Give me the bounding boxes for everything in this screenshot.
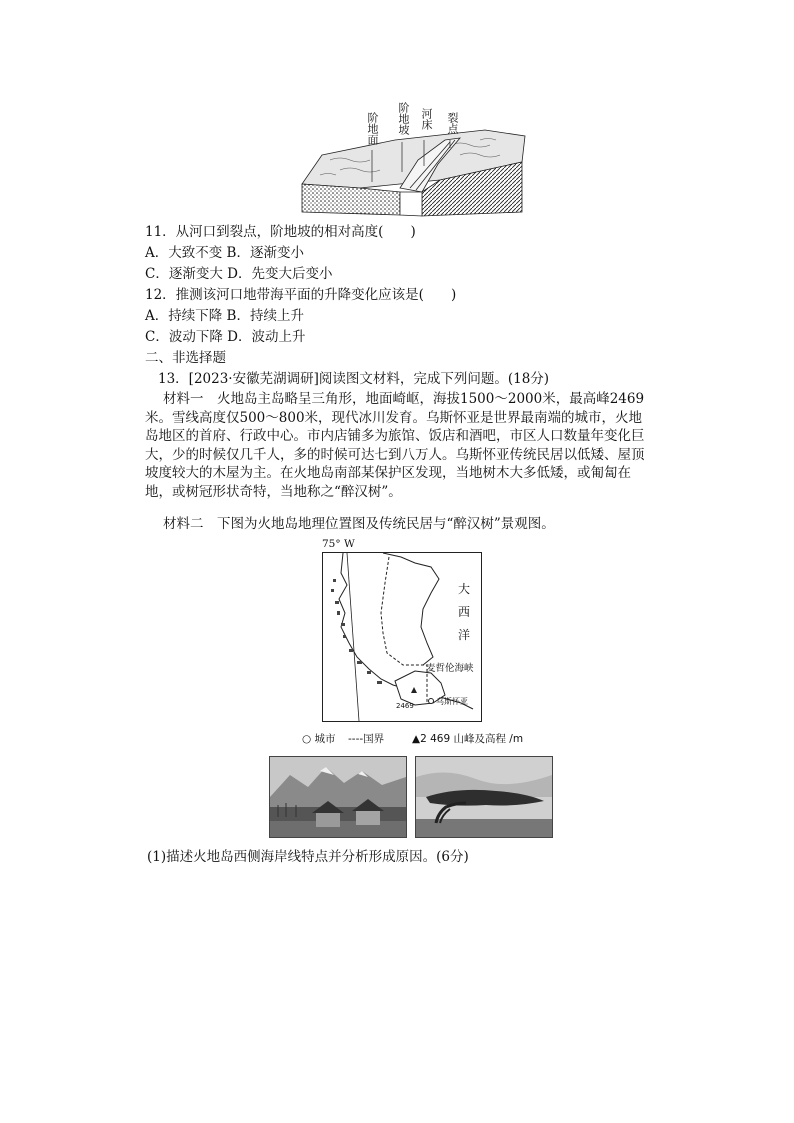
ocean-label-2: 西: [458, 605, 471, 619]
ocean-label-1: 大: [458, 582, 471, 596]
legend-city: ○ 城市: [302, 733, 336, 745]
drunken-tree-photo: [415, 756, 553, 838]
label-river-bed: 河床: [420, 108, 433, 130]
section-heading: 二、非选择题: [145, 350, 226, 366]
strait-label: 麦哲伦海峡: [426, 663, 474, 674]
q11-options-cd: C．逐渐变大 D．先变大后变小: [145, 266, 333, 282]
q12-options-ab: A．持续下降 B．持续上升: [145, 308, 304, 324]
material-two: 材料二 下图为火地岛地理位置图及传统民居与“醉汉树”景观图。: [163, 516, 555, 532]
q13-sub1: (1)描述火地岛西侧海岸线特点并分析形成原因。(6分): [147, 849, 469, 865]
city-label: 乌斯怀亚: [436, 697, 468, 706]
peak-elevation-label: 2469: [396, 702, 414, 710]
label-terrace-slope: 阶地坡: [397, 102, 410, 135]
q11-stem: 11．从河口到裂点，阶地坡的相对高度( ): [145, 224, 416, 240]
material-one: 材料一 火地岛主岛略呈三角形，地面崎岖，海拔1500～2000米，最高峰2469米。雪线高度仅500～800米，现代冰川发育。乌斯怀亚是世界最南端的城市，火地岛地区的首府、行政中心。市内店铺多为旅馆、饭店和酒吧，市区人口数量年变化巨大，少的时候仅几千人，多的时候可达七到八万人。乌斯怀亚传统民居以低矮、屋顶坡度较大的木屋为主。在火地岛南部某保护区发现，当地树木大多低矮，或匍匐在地，或树冠形状奇特，当地称之“醉汉树”。: [145, 391, 645, 500]
traditional-house-photo: [269, 756, 407, 838]
label-terrace-surface: 阶地面: [366, 112, 379, 145]
label-knickpoint: 裂点: [446, 112, 459, 134]
legend-peak: ▲2 469 山峰及高程 /m: [412, 733, 524, 745]
q12-stem: 12．推测该河口地带海平面的升降变化应该是( ): [145, 287, 457, 303]
city-marker: [429, 699, 434, 704]
ocean-label-3: 洋: [458, 628, 471, 642]
q12-options-cd: C．波动下降 D．波动上升: [145, 329, 306, 345]
q13-stem: 13．[2023·安徽芜湖调研]阅读图文材料，完成下列问题。(18分): [158, 371, 550, 387]
q11-options-ab: A．大致不变 B．逐渐变小: [145, 245, 304, 261]
map-longitude-label: 75° W: [322, 538, 355, 550]
terrace-diagram-svg: [300, 100, 530, 218]
legend-border: ----国界: [348, 733, 385, 745]
terrace-block-diagram: [300, 100, 530, 218]
